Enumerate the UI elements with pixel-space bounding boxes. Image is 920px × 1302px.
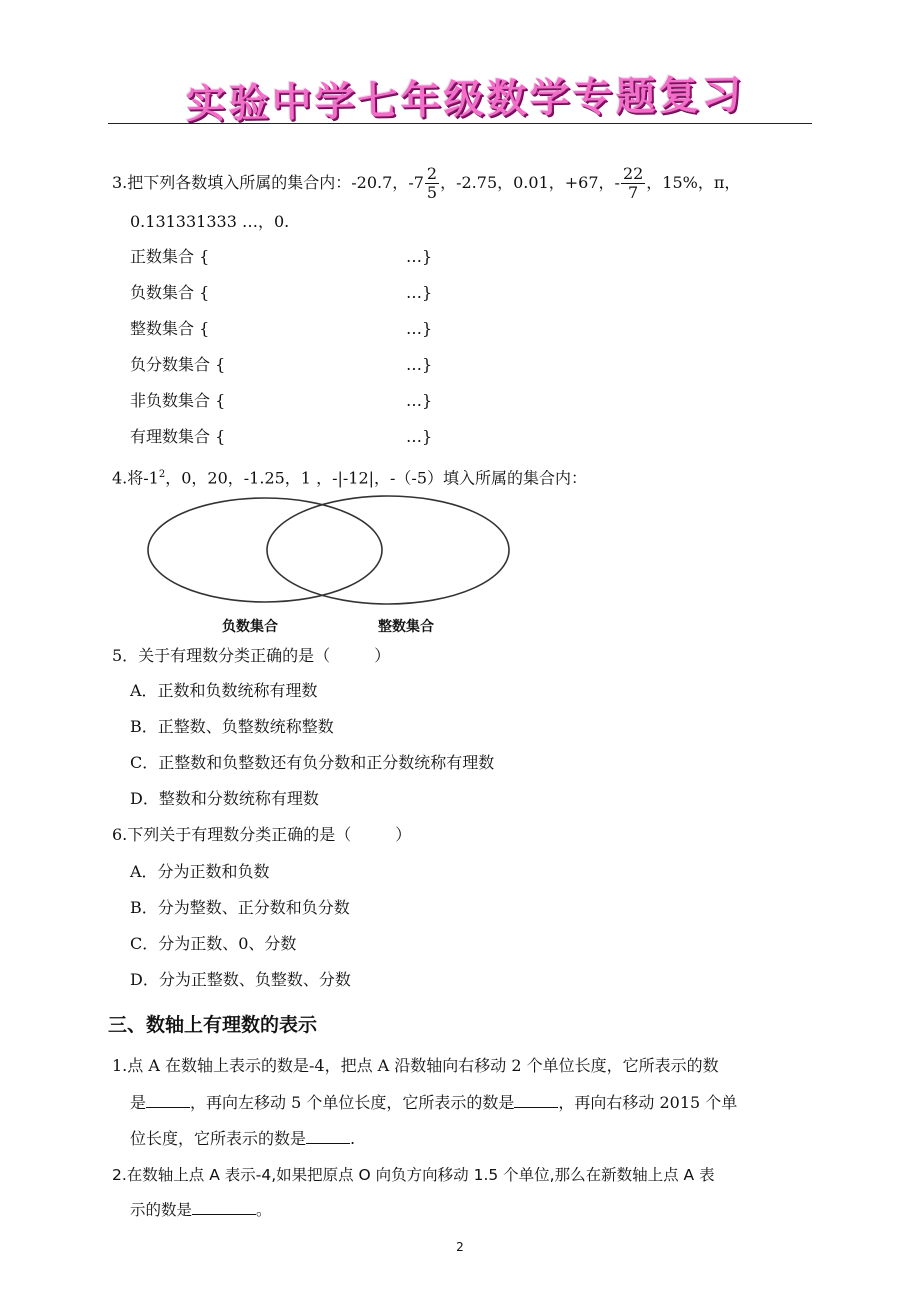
- set-label: 负数集合 {: [130, 283, 210, 302]
- q3-frac-num: 22: [622, 164, 644, 183]
- s3q2-line1: 2.在数轴上点 A 表示-4,如果把原点 O 向负方向移动 1.5 个单位,那么在新数轴上点 A 表: [112, 1166, 715, 1184]
- set-end: …}: [406, 391, 433, 410]
- set-row: [130, 391, 225, 411]
- page-title: 实验中学七年级数学专题复习: [185, 72, 745, 128]
- s3q1-text: .: [350, 1129, 356, 1148]
- q3-frac-sign: -: [614, 173, 620, 192]
- answer-blank[interactable]: [192, 1214, 256, 1215]
- s3q1-text: ，再向左移动 5 个单位长度，它所表示的数是: [190, 1093, 515, 1112]
- s3q2-text: 。: [256, 1201, 272, 1219]
- q3-mixed-den: 5: [426, 183, 438, 202]
- q3-line1: [112, 165, 740, 202]
- set-end: …}: [406, 283, 433, 302]
- set-end: …}: [406, 355, 433, 374]
- header-rule: [108, 123, 812, 124]
- venn-right-label: 整数集合: [378, 619, 434, 635]
- set-row: [130, 319, 209, 339]
- q3-mixed-num: 2: [426, 164, 438, 183]
- q6-close: ）: [395, 825, 412, 844]
- set-label: 正数集合 {: [130, 247, 210, 266]
- s3q1-text: 位长度，它所表示的数是: [130, 1129, 307, 1148]
- q4-prefix: 4.将-1: [112, 468, 159, 488]
- q3-fraction: [621, 165, 645, 202]
- s3q1-line3: [130, 1129, 355, 1149]
- set-end: …}: [406, 427, 433, 446]
- q5-option: D．整数和分数统称有理数: [130, 789, 319, 808]
- set-row: [130, 247, 209, 267]
- q3-mixed-fraction: [425, 165, 439, 202]
- s3q2-line2: [130, 1200, 272, 1220]
- set-row: [130, 355, 225, 375]
- set-end: …}: [406, 247, 433, 266]
- venn-diagram: [140, 492, 520, 617]
- q3-mixed-whole: -7: [408, 173, 424, 192]
- section-heading: 三、数轴上有理数的表示: [108, 1014, 318, 1036]
- set-label: 非负数集合 {: [130, 391, 226, 410]
- q3-intro: 3.把下列各数填入所属的集合内：-20.7，: [112, 173, 409, 192]
- q5-option: A．正数和负数统称有理数: [130, 681, 318, 700]
- q3-mid: ，-2.75，0.01，+67，: [440, 173, 615, 192]
- venn-left-ellipse: [148, 498, 382, 602]
- q5-close: ）: [374, 646, 391, 665]
- q6-stem-text: 6.下列关于有理数分类正确的是（: [112, 825, 352, 844]
- q6-option: A．分为正数和负数: [130, 862, 270, 881]
- q3-line2: 0.131331333 …，0.: [130, 212, 290, 231]
- set-end: …}: [406, 319, 433, 338]
- q6-option: B．分为整数、正分数和负分数: [130, 898, 350, 917]
- q5-stem: [112, 646, 390, 666]
- q4-sup: 2: [158, 469, 166, 480]
- set-row: [130, 427, 225, 447]
- q4-line: [112, 465, 587, 488]
- q6-option: D．分为正整数、负整数、分数: [130, 970, 351, 989]
- answer-blank[interactable]: [146, 1107, 190, 1108]
- answer-blank[interactable]: [514, 1107, 558, 1108]
- s3q1-line1: 1.点 A 在数轴上表示的数是-4，把点 A 沿数轴向右移动 2 个单位长度，它所表示的数: [112, 1056, 719, 1075]
- set-label: 整数集合 {: [130, 319, 210, 338]
- page-number: 2: [456, 1240, 464, 1254]
- set-row: [130, 283, 209, 303]
- venn-right-ellipse: [267, 496, 509, 604]
- answer-blank[interactable]: [306, 1143, 350, 1144]
- q5-stem-text: 5．关于有理数分类正确的是（: [112, 646, 331, 665]
- q5-option: B．正整数、负整数统称整数: [130, 717, 334, 736]
- s3q1-text: 是: [130, 1093, 147, 1112]
- set-label: 负分数集合 {: [130, 355, 226, 374]
- q6-option: C．分为正数、0、分数: [130, 934, 297, 953]
- s3q1-text: ，再向右移动 2015 个单: [558, 1093, 738, 1112]
- q4-rest: ，0，20，-1.25，1 ，-|-12|，-（-5）填入所属的集合内：: [165, 468, 588, 488]
- q5-option: C．正整数和负整数还有负分数和正分数统称有理数: [130, 753, 495, 772]
- q6-stem: [112, 825, 411, 845]
- s3q2-text: 示的数是: [130, 1201, 193, 1219]
- set-label: 有理数集合 {: [130, 427, 226, 446]
- q3-tail: ，15%，π，: [646, 173, 741, 192]
- s3q1-line2: [130, 1093, 737, 1113]
- venn-left-label: 负数集合: [222, 619, 278, 635]
- q3-frac-den: 7: [628, 183, 639, 202]
